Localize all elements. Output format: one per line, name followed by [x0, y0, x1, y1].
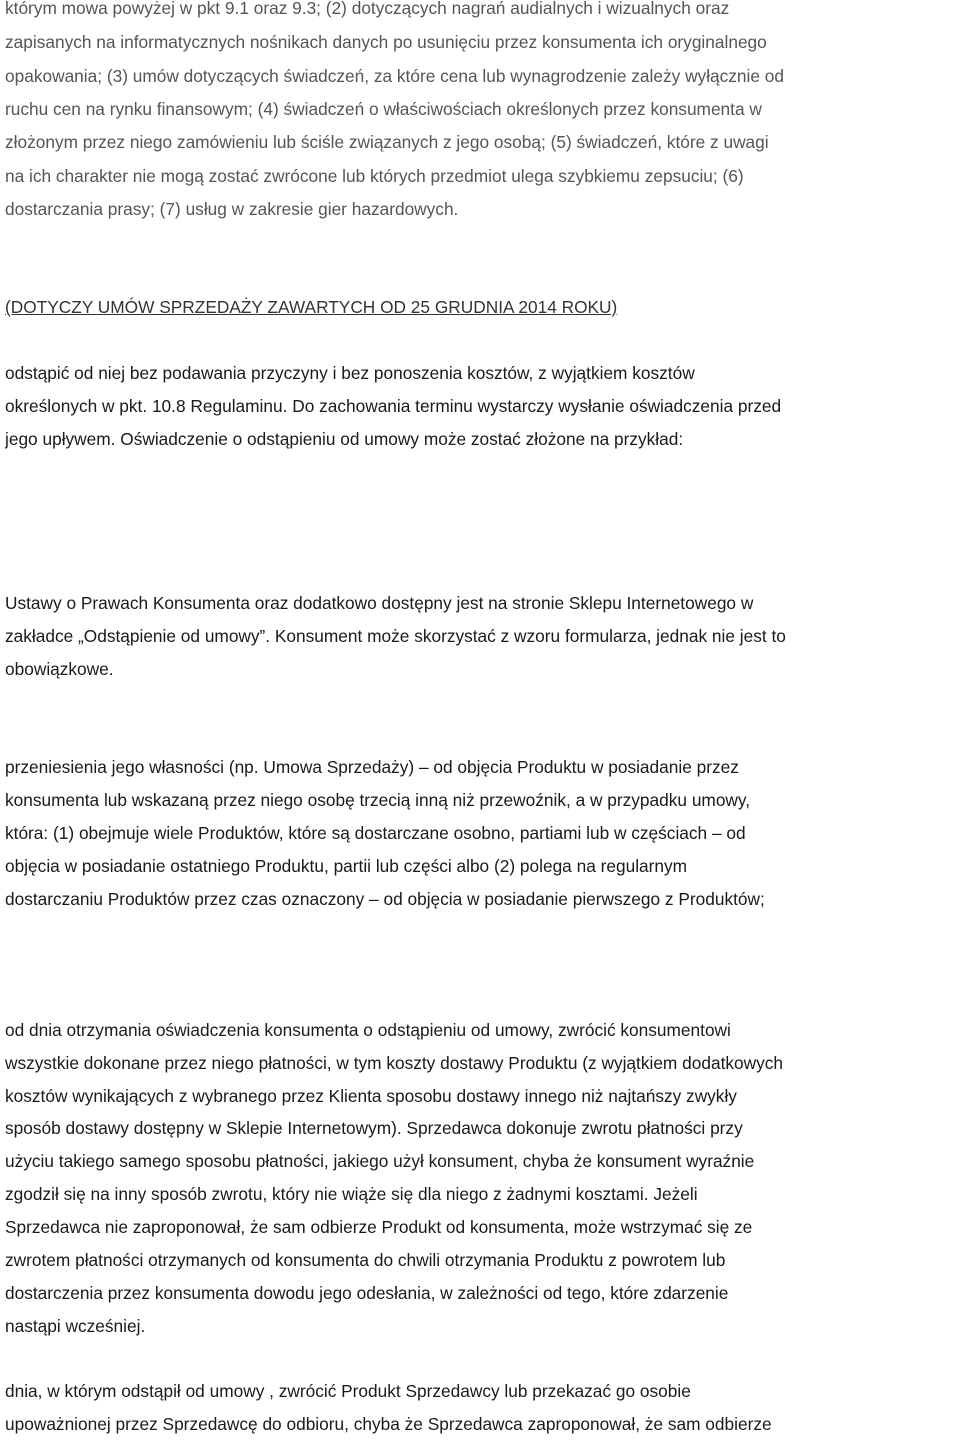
text-line: objęcia w posiadanie ostatniego Produktu, partii lub części albo (2) polega na regularnym: [5, 855, 688, 876]
text-line: dostarczania prasy; (7) usług w zakresie gier hazardowych.: [5, 199, 459, 219]
text-line: zwrotem płatności otrzymanych od konsumenta do chwili otrzymania Produktu z powrotem lub: [5, 1249, 726, 1270]
text-line: upoważnionej przez Sprzedawcę do odbioru, chyba że Sprzedawca zaproponował, że sam odbierze: [5, 1414, 772, 1434]
text-line: od dnia otrzymania oświadczenia konsumenta o odstąpieniu od umowy, zwrócić konsumentowi: [5, 1019, 731, 1040]
text-line: która: (1) obejmuje wiele Produktów, które są dostarczane osobno, partiami lub w częściach – od: [5, 822, 746, 843]
text-line: nastąpi wcześniej.: [5, 1315, 146, 1336]
text-line: przeniesienia jego własności (np. Umowa Sprzedaży) – od objęcia Produktu w posiadanie przez: [5, 757, 739, 777]
text-line: jego upływem. Oświadczenie o odstąpieniu od umowy może zostać złożone na przykład:: [5, 428, 684, 449]
text-line: opakowania; (3) umów dotyczących świadczeń, za które cena lub wynagrodzenie zależy wyłącznie od: [5, 66, 785, 86]
text-line: zakładce „Odstąpienie od umowy”. Konsument może skorzystać z wzoru formularza, jednak nie jest to: [5, 625, 786, 646]
text-line: konsumenta lub wskazaną przez niego osobę trzecią inną niż przewoźnik, a w przypadku umowy,: [5, 789, 751, 810]
text-line: użyciu takiego samego sposobu płatności, jakiego użył konsument, chyba że konsument wyraźnie: [5, 1151, 755, 1172]
text-line: zapisanych na informatycznych nośnikach danych po usunięciu przez konsumenta ich oryginalnego: [5, 32, 767, 52]
text-line: Ustawy o Prawach Konsumenta oraz dodatkowo dostępny jest na stronie Sklepu Internetowego w: [5, 592, 754, 613]
text-line: obowiązkowe.: [5, 658, 114, 679]
text-line: dostarczaniu Produktów przez czas oznaczony – od objęcia w posiadanie pierwszego z Produktów;: [5, 888, 765, 909]
text-line: określonych w pkt. 10.8 Regulaminu. Do zachowania terminu wystarczy wysłanie oświadczenia przed: [5, 395, 782, 416]
text-line: dostarczenia przez konsumenta dowodu jego odesłania, w zależności od tego, które zdarzenie: [5, 1282, 729, 1303]
text-line: sposób dostawy dostępny w Sklepie Internetowym). Sprzedawca dokonuje zwrotu płatności przy: [5, 1118, 743, 1139]
text-line: odstąpić od niej bez podawania przyczyny i bez ponoszenia kosztów, z wyjątkiem kosztów: [5, 362, 695, 383]
text-line: na ich charakter nie mogą zostać zwrócone lub których przedmiot ulega szybkiemu zepsuciu; (6): [5, 166, 744, 186]
text-line: wszystkie dokonane przez niego płatności, w tym koszty dostawy Produktu (z wyjątkiem dodatkowych: [5, 1052, 783, 1073]
text-line: kosztów wynikających z wybranego przez Klienta sposobu dostawy innego niż najtańszy zwykły: [5, 1085, 737, 1106]
text-line: którym mowa powyżej w pkt 9.1 oraz 9.3; (2) dotyczących nagrań audialnych i wizualnych oraz: [5, 0, 730, 18]
section-subtitle: (DOTYCZY UMÓW SPRZEDAŻY ZAWARTYCH OD 25 GRUDNIA 2014 ROKU): [5, 297, 618, 317]
text-line: Sprzedawca nie zaproponował, że sam odbierze Produkt od konsumenta, może wstrzymać się ze: [5, 1217, 753, 1237]
text-line: zgodził się na inny sposób zwrotu, który nie wiąże się dla niego z żadnymi kosztami. Jeżeli: [5, 1184, 698, 1205]
text-line: ruchu cen na rynku finansowym; (4) świadczeń o właściwościach określonych przez konsumenta w: [5, 99, 762, 119]
text-line: dnia, w którym odstąpił od umowy , zwrócić Produkt Sprzedawcy lub przekazać go osobie: [5, 1381, 691, 1402]
text-line: złożonym przez niego zamówieniu lub ściśle związanych z jego osobą; (5) świadczeń, które z uwagi: [5, 132, 769, 152]
